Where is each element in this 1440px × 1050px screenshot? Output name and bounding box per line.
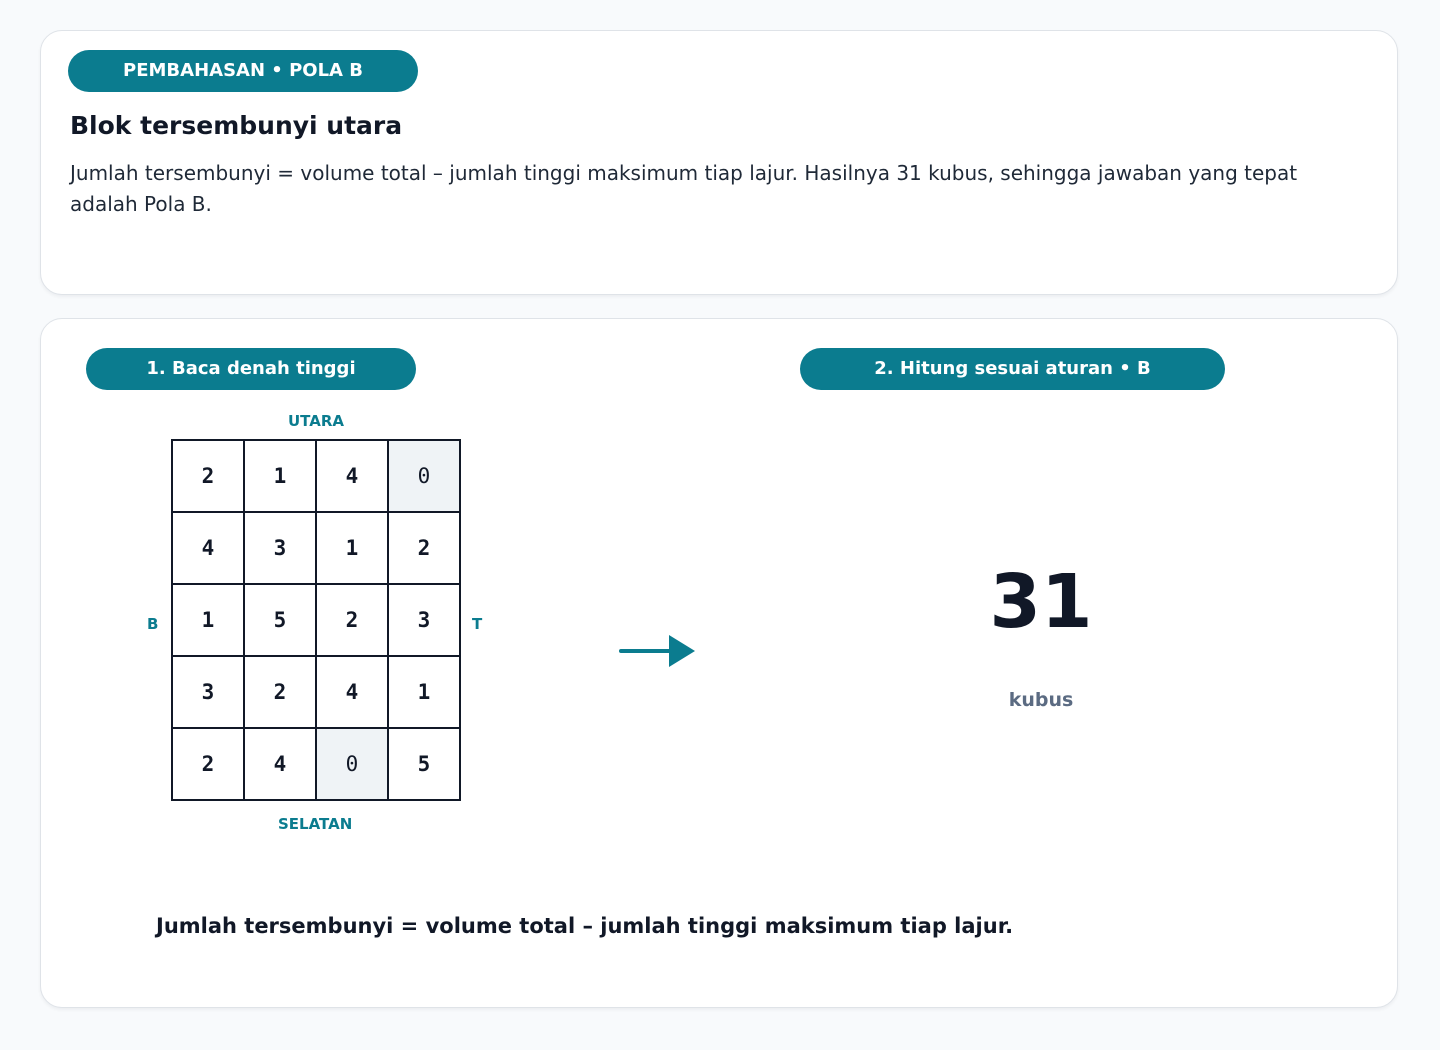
grid-cell: 1 xyxy=(172,584,244,656)
height-map-grid xyxy=(171,439,461,801)
grid-cell: 1 xyxy=(244,440,316,512)
grid-row xyxy=(172,656,460,728)
grid-cell: 3 xyxy=(388,584,460,656)
result-value: 31 xyxy=(989,559,1093,645)
grid-cell: 3 xyxy=(244,512,316,584)
explanation-text: Jumlah tersembunyi = volume total – jumlah tinggi maksimum tiap lajur. Hasilnya 31 kubus, sehingga jawaban yang tepat adalah Pola B. xyxy=(70,161,1298,216)
grid-cell: 1 xyxy=(388,656,460,728)
grid-cell: 2 xyxy=(244,656,316,728)
compass-north-label: UTARA xyxy=(288,412,345,430)
compass-south-label: SELATAN xyxy=(278,815,353,833)
compass-east-label: T xyxy=(472,615,483,633)
grid-cell: 3 xyxy=(172,656,244,728)
compass-west-label: B xyxy=(147,615,159,633)
grid-cell: 2 xyxy=(388,512,460,584)
result-unit: kubus xyxy=(1008,689,1074,711)
grid-cell: 5 xyxy=(244,584,316,656)
grid-row xyxy=(172,512,460,584)
explanation-card xyxy=(40,30,1398,295)
solution-card xyxy=(40,318,1398,1008)
grid-cell: 0 xyxy=(316,728,388,800)
arrow-right-icon xyxy=(619,633,699,673)
section-badge: PEMBAHASAN • POLA B xyxy=(68,50,418,92)
grid-cell: 5 xyxy=(388,728,460,800)
grid-row xyxy=(172,728,460,800)
page-title: Blok tersembunyi utara xyxy=(70,111,403,140)
grid-row xyxy=(172,440,460,512)
formula-text: Jumlah tersembunyi = volume total – jumlah tinggi maksimum tiap lajur. xyxy=(156,914,1014,938)
grid-cell: 4 xyxy=(316,656,388,728)
grid-cell: 2 xyxy=(172,728,244,800)
grid-cell: 2 xyxy=(172,440,244,512)
grid-cell: 4 xyxy=(316,440,388,512)
grid-cell: 2 xyxy=(316,584,388,656)
step-2-label: 2. Hitung sesuai aturan • B xyxy=(800,348,1225,390)
step-1-label: 1. Baca denah tinggi xyxy=(86,348,416,390)
grid-cell: 1 xyxy=(316,512,388,584)
grid-cell: 4 xyxy=(172,512,244,584)
grid-cell: 4 xyxy=(244,728,316,800)
grid-row xyxy=(172,584,460,656)
grid-cell: 0 xyxy=(388,440,460,512)
